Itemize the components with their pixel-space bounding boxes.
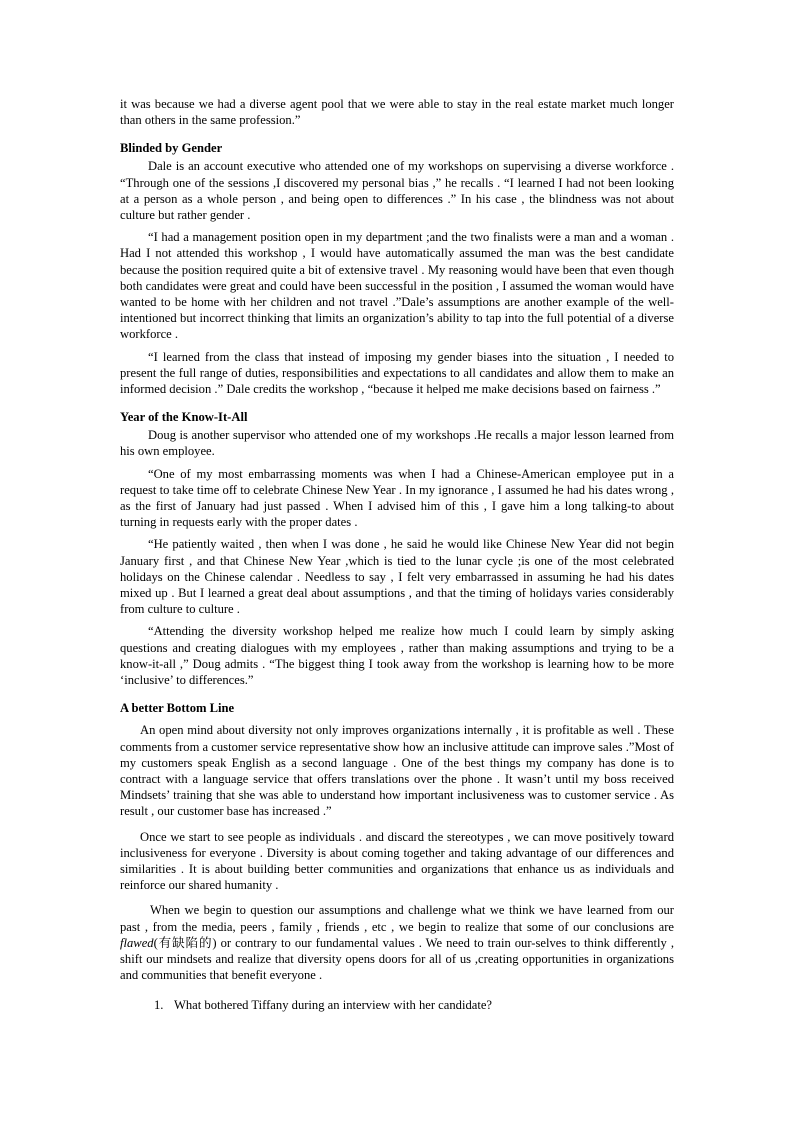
paragraph-3-text-before: When we begin to question our assumptions and challenge what we think we have learned from our past , from the media, peers , family , friends , etc , we begin to realize that some of our conclusions are	[120, 903, 674, 934]
section-heading-gender: Blinded by Gender	[120, 141, 223, 156]
knowitall-paragraph-3: “He patiently waited , then when I was done , he said he would like Chinese New Year did not begin January first , and that Chinese New Year ,which is tied to the lunar cycle ;is one of the most celebrated holidays on the Chinese calendar . Needless to say , I felt very embarrassed in assuming he had his dates mixed up . But I learned a great deal about assumptions , and that the timing of holidays varies considerably from culture to culture .	[120, 537, 674, 617]
gender-paragraph-1: Dale is an account executive who attended one of my workshops on supervising a diverse workforce . “Through one of the sessions ,I discovered my personal bias ,” he recalls . “I learned I had not been looking at a person as a whole person , and being open to differences .” In his case , the blindness was not about culture but rather gender .	[120, 159, 674, 223]
knowitall-paragraph-4: “Attending the diversity workshop helped me realize how much I could learn by simply asking questions and creating dialogues with my employees , rather than making assumptions and trying to be a know-it-all ,” Doug admits . “The biggest thing I took away from the workshop is learning how to be more ‘inclusive’ to differences.”	[120, 624, 674, 688]
gender-paragraph-2: “I had a management position open in my department ;and the two finalists were a man and a woman . Had I not attended this workshop , I would have automatically assumed the man was the best candidate because the position required quite a bit of extensive travel . My reasoning would have been that even though both candidates were great and could have been successful in the position , I assumed the woman would have wanted to be home with her children and not travel .”Dale’s assumptions are another example of the well-intentioned but incorrect thinking that limits an organization’s ability to tap into the full potential of a diverse workforce .	[120, 230, 674, 342]
knowitall-paragraph-2: “One of my most embarrassing moments was when I had a Chinese-American employee put in a request to take time off to celebrate Chinese New Year . In my ignorance , I assumed he had his dates wrong , as the first of January had just passed . When I advised him of this , I gave him a long talking-to about turning in requests early with the proper dates .	[120, 466, 674, 530]
knowitall-paragraph-1: Doug is another supervisor who attended one of my workshops .He recalls a major lesson learned from his own employee.	[120, 428, 674, 459]
bottomline-paragraph-2: Once we start to see people as individuals . and discard the stereotypes , we can move positively toward inclusiveness for everyone . Diversity is about coming together and taking advantage of our differences and similarities . It is about building better communities and organizations that enhance us as individuals and reinforce our shared humanity .	[120, 829, 674, 893]
section-heading-know-it-all: Year of the Know-It-All	[120, 410, 248, 425]
flawed-word: flawed	[120, 935, 154, 950]
bottomline-paragraph-3	[120, 902, 674, 983]
document-page	[120, 96, 674, 1014]
question-text: What bothered Tiffany during an interview with her candidate?	[174, 998, 493, 1013]
intro-paragraph-tail: it was because we had a diverse agent pool that we were able to stay in the real estate market much longer than others in the same profession.”	[120, 97, 674, 128]
question-number: 1.	[154, 998, 164, 1013]
bottomline-paragraph-1: An open mind about diversity not only improves organizations internally , it is profitable as well . These comments from a customer service representative show how an inclusive attitude can improve sales .”Most of my customers speak English as a second language . One of the best things my company has done is to contract with a language service that offers translations over the phone . It wasn’t until my boss received Mindsets’ training that she was able to understand how important inclusiveness was to customer service . As result , our customer base has increased .”	[120, 723, 674, 819]
chinese-gloss: (有缺陷的)	[153, 935, 217, 950]
section-heading-bottom-line: A better Bottom Line	[120, 701, 235, 716]
gender-paragraph-3: “I learned from the class that instead of imposing my gender biases into the situation , I needed to present the full range of duties, responsibilities and expectations to all candidates and allow them to make an informed decision .” Dale credits the workshop , “because it helped me make decisions based on fairness .”	[120, 349, 674, 397]
paragraph-3-text-after: or contrary to our fundamental values . We need to train our-selves to think differently , shift our mindsets and realize that diversity opens doors for all of us ,creating opportunities in organizations and communities that benefit everyone .	[120, 935, 674, 983]
question-item	[120, 997, 674, 1013]
